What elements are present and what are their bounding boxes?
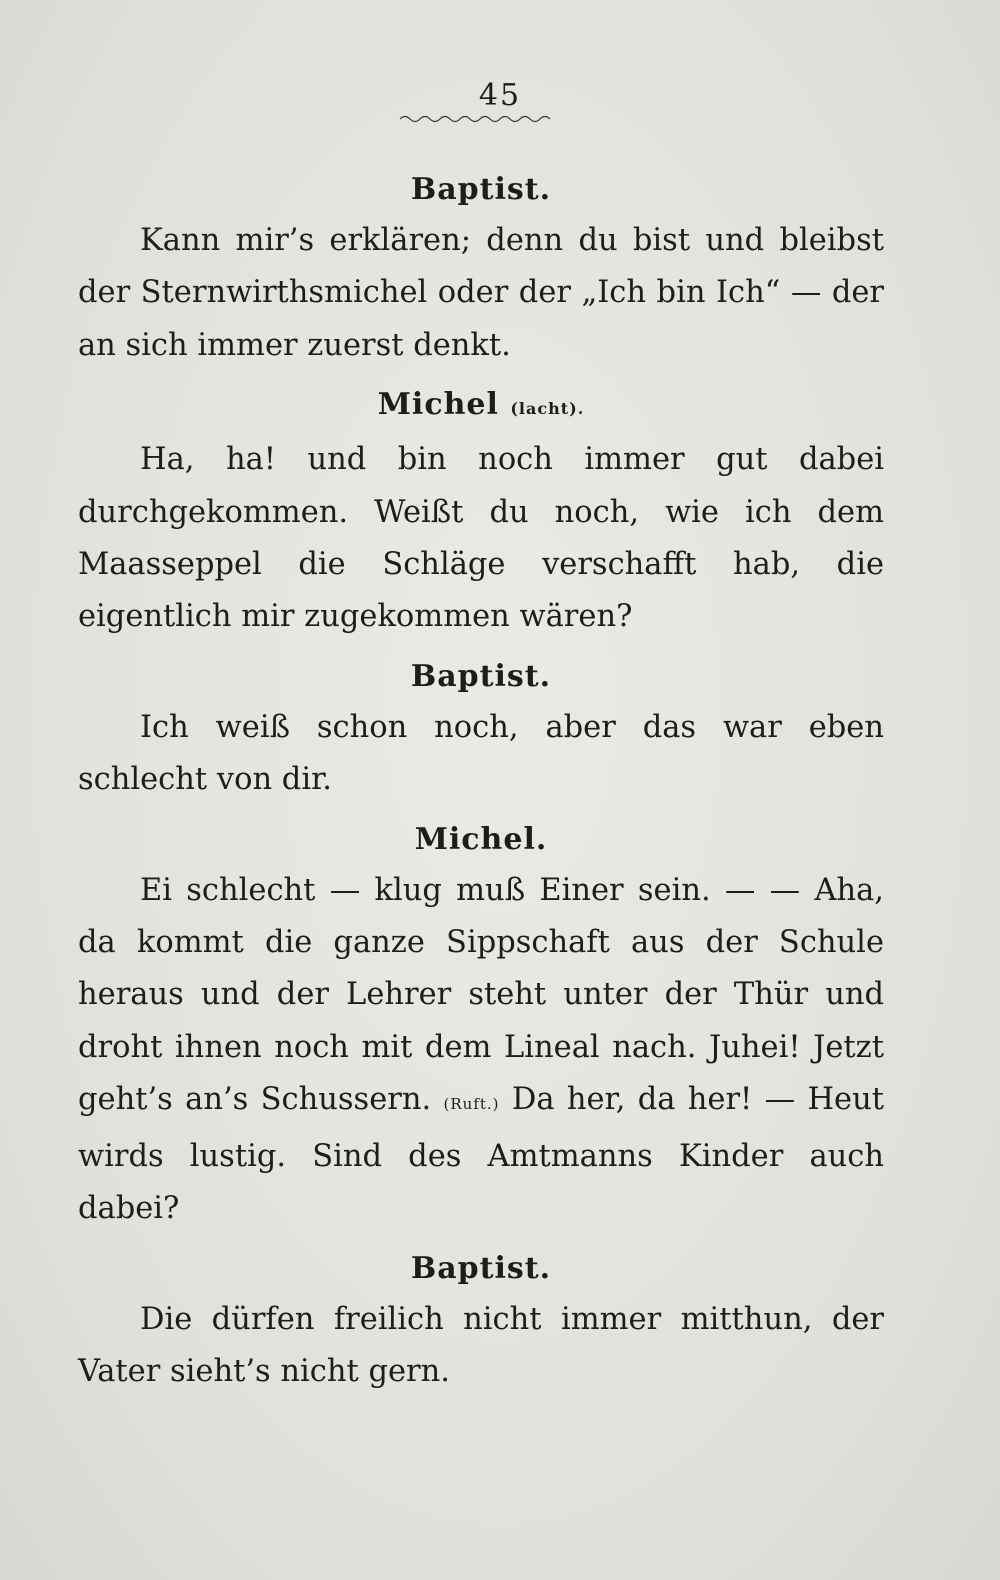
speaker-name: Michel [377,387,499,423]
speech-text: Kann mir’s erklären; denn du bist und bleibst der Sternwirthsmichel oder der „Ich bin Ich“ — der an sich immer zuerst denkt. [78,223,884,363]
speech-text-part-2: Da her, da her! — Heut wirds lustig. Sind des Amtmanns Kinder auch dabei? [78,1082,885,1227]
passage-3 [78,652,884,807]
speaker-name: Baptist. [410,1250,552,1286]
play-text [78,165,884,1398]
speech-text: Ich weiß schon noch, aber das war eben schlecht von dir. [78,709,884,798]
speech-text [78,865,884,1236]
speaker-name: Michel. [414,821,548,857]
passage-2 [78,380,884,644]
speech-text: Die dürfen freilich nicht immer mitthun, der Vater sieht’s nicht gern. [78,1301,884,1389]
wavy-rule-ornament [398,112,552,126]
speaker-name: Baptist. [410,172,552,207]
page-number: 45 [478,78,522,113]
stage-direction: (lacht). [510,399,585,419]
passage-1 [78,165,884,372]
speech-text-part-1: Ei schlecht — klug muß Einer sein. — — Aha, da kommt die ganze Sippschaft aus der Schule heraus und der Lehrer steht unter der Thür und droht ihnen noch mit dem Lineal nach. Juhei! Jetzt geht’s an’s Schussern. [78,872,884,1118]
speaker-line [78,380,884,434]
speech-text: Ha, ha! und bin noch immer gut dabei durchgekommen. Weißt du noch, wie ich dem Maasseppel die Schläge verschafft hab, die eigentlich mir zugekommen wären? [78,442,884,635]
passage-5 [78,1244,884,1399]
speaker-name: Baptist. [410,658,552,694]
stage-direction: (Ruft.) [443,1095,500,1114]
passage-4 [78,815,884,1236]
